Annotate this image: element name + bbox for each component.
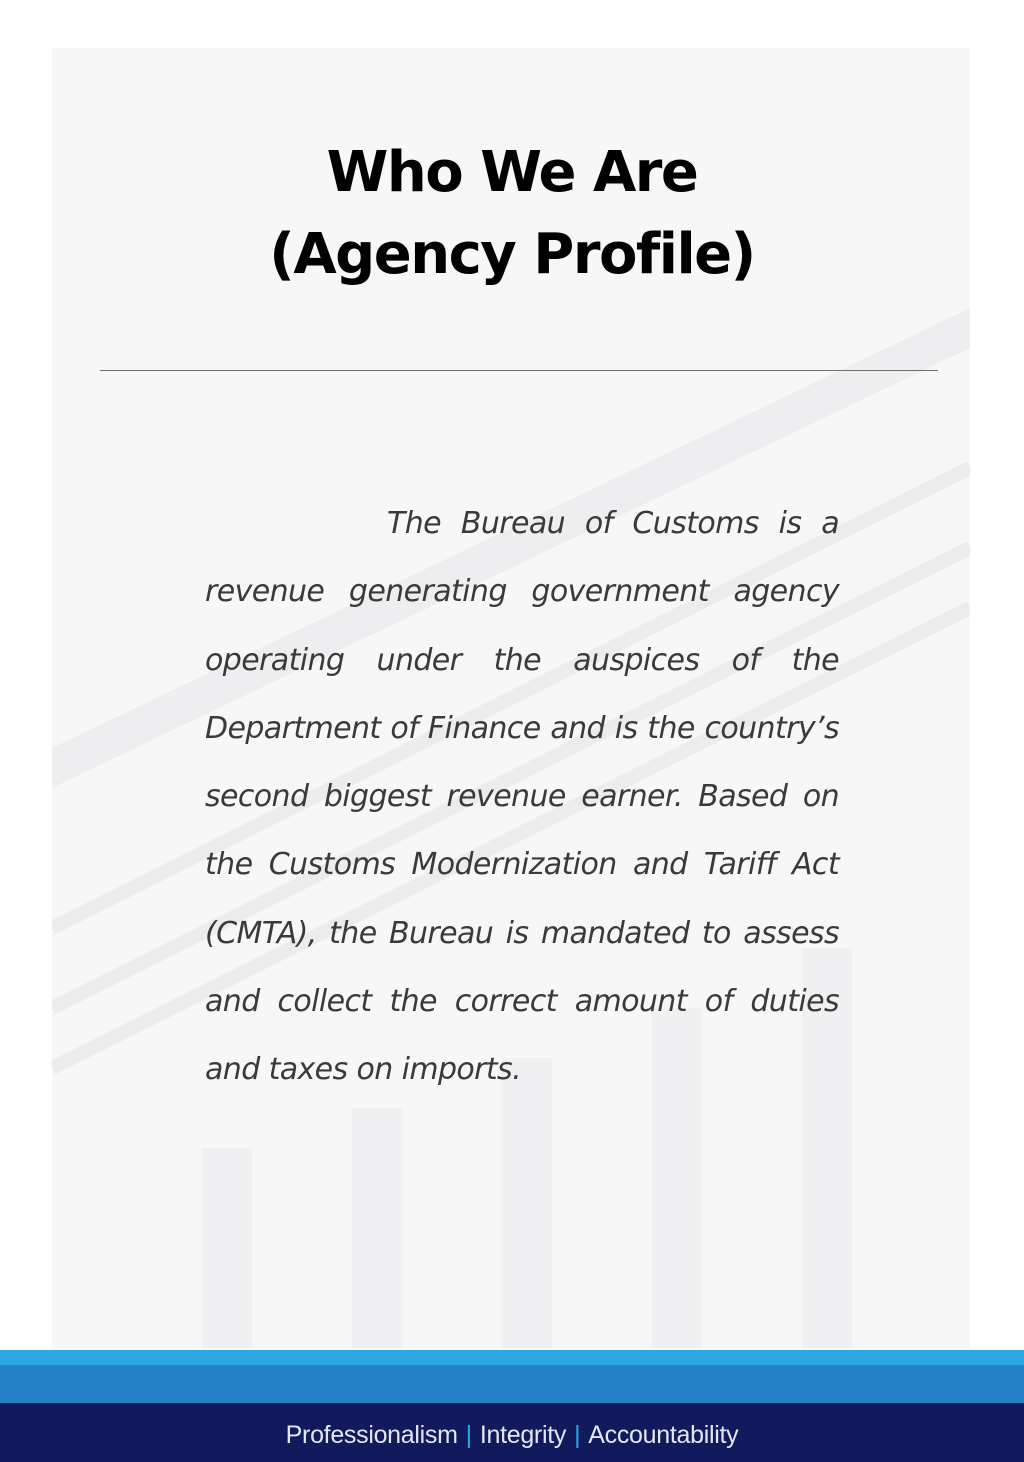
page-title-line-1: Who We Are — [326, 140, 698, 205]
motto-separator: | — [465, 1421, 472, 1449]
page-title — [0, 132, 1024, 296]
motto-integrity: Integrity — [479, 1421, 567, 1449]
title-divider — [100, 370, 938, 371]
page-title-line-2: (Agency Profile) — [269, 222, 755, 287]
motto-professionalism: Professionalism — [285, 1421, 458, 1449]
motto-separator: | — [574, 1421, 581, 1449]
footer-stripe-light — [0, 1350, 1024, 1365]
agency-profile-paragraph: The Bureau of Customs is a revenue generating government agency operating under the auspices of the Department of Finance and is the country’s second biggest revenue earner. Based on the Customs Modernization and Tariff Act (CMTA), the Bureau is mandated to assess and collect the correct amount of duties and taxes on imports. — [205, 506, 839, 1088]
motto-accountability: Accountability — [588, 1421, 739, 1449]
footer-stripe-mid — [0, 1365, 1024, 1403]
footer-motto — [0, 1418, 1024, 1452]
